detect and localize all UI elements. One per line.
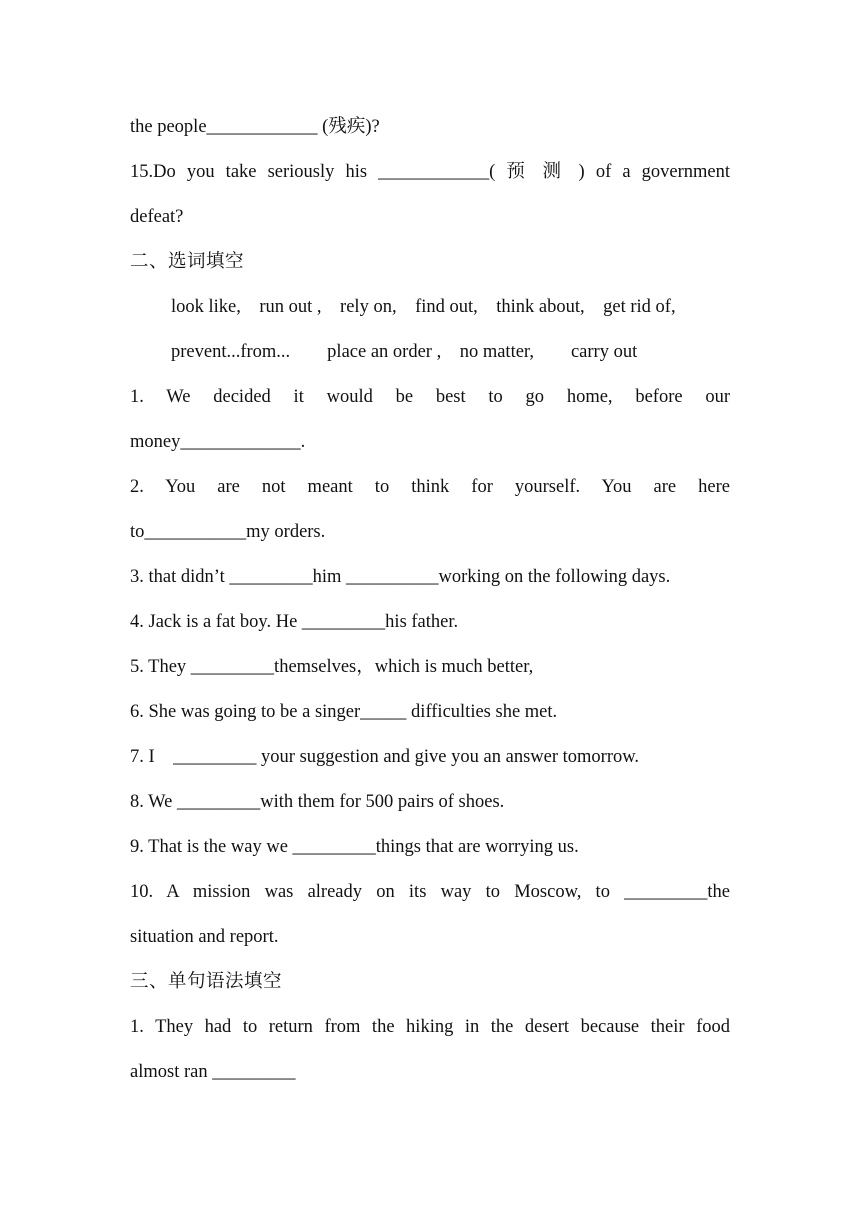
section2-title: 二、选词填空 [130,252,245,272]
s2-q10-line1: 10. A mission was already on its way to Moscow, to _________the [130,882,730,902]
s3-q1-line1: 1. They had to return from the hiking in the desert because their food [130,1017,730,1037]
s2-q5: 5. They _________themselves，which is much better, [130,657,534,677]
s2-q2-line1: 2. You are not meant to think for yourself. You are here [130,477,730,497]
section3-title: 三、单句语法填空 [130,972,283,992]
s2-q6: 6. She was going to be a singer_____ difficulties she met. [130,702,558,722]
word-bank-row1: look like, run out , rely on, find out, think about, get rid of, [171,297,676,317]
s2-q2-line2: to___________my orders. [130,522,326,542]
word-bank-row2: prevent...from... place an order , no matter, carry out [171,342,638,362]
s2-q7: 7. I _________ your suggestion and give you an answer tomorrow. [130,747,640,767]
s2-q3: 3. that didn’t _________him __________working on the following days. [130,567,671,587]
s2-q1-line1: 1. We decided it would be best to go home, before our [130,387,730,407]
q15-line2: defeat? [130,207,184,227]
s2-q8: 8. We _________with them for 500 pairs of shoes. [130,792,505,812]
s2-q1-line2: money_____________. [130,432,306,452]
q15-line1: 15.Do you take seriously his ____________( 预 测 ) of a government [130,162,730,182]
q14-continuation: the people____________ (残疾)? [130,117,380,137]
s2-q4: 4. Jack is a fat boy. He _________his father. [130,612,459,632]
s2-q10-line2: situation and report. [130,927,279,947]
worksheet-page [130,105,730,1095]
s2-q9: 9. That is the way we _________things that are worrying us. [130,837,579,857]
s3-q1-line2: almost ran _________ [130,1062,296,1082]
